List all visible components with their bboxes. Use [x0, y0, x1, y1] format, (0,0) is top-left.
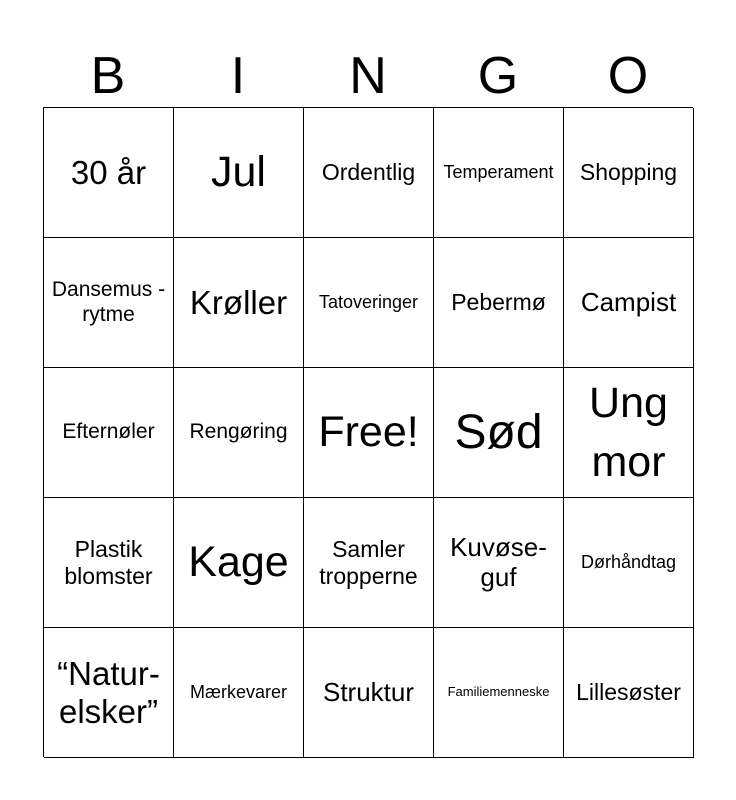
bingo-cell[interactable]: Tatoveringer	[304, 238, 434, 368]
bingo-cell[interactable]: 30 år	[44, 108, 174, 238]
header-letter-b: B	[90, 47, 126, 105]
bingo-cell[interactable]: Sød	[434, 368, 564, 498]
bingo-cell[interactable]: Struktur	[304, 628, 434, 758]
bingo-cell[interactable]: Jul	[174, 108, 304, 238]
bingo-cell[interactable]: Ordentlig	[304, 108, 434, 238]
header-letter-i: I	[230, 47, 246, 105]
header-letter-g: G	[477, 47, 519, 105]
bingo-cell[interactable]: Pebermø	[434, 238, 564, 368]
bingo-cell[interactable]: Familiemenneske	[434, 628, 564, 758]
header-letter-n: N	[349, 47, 387, 105]
bingo-cell[interactable]: Samler tropperne	[304, 498, 434, 628]
bingo-cell[interactable]: Lillesøster	[564, 628, 694, 758]
bingo-cell[interactable]: Krøller	[174, 238, 304, 368]
bingo-cell[interactable]: Rengøring	[174, 368, 304, 498]
header-letter-o: O	[607, 47, 649, 105]
bingo-cell[interactable]: “Natur-elsker”	[44, 628, 174, 758]
bingo-cell[interactable]: Efternøler	[44, 368, 174, 498]
bingo-cell[interactable]: Dansemus - rytme	[44, 238, 174, 368]
bingo-grid	[43, 107, 693, 757]
bingo-cell[interactable]: Plastik blomster	[44, 498, 174, 628]
bingo-cell[interactable]: Kage	[174, 498, 304, 628]
bingo-cell[interactable]: Kuvøse-guf	[434, 498, 564, 628]
bingo-cell[interactable]: Temperament	[434, 108, 564, 238]
bingo-cell[interactable]: Dørhåndtag	[564, 498, 694, 628]
free-space[interactable]: Free!	[304, 368, 434, 498]
bingo-header	[43, 44, 693, 108]
bingo-cell[interactable]: Mærkevarer	[174, 628, 304, 758]
bingo-cell[interactable]: Campist	[564, 238, 694, 368]
bingo-cell[interactable]: Shopping	[564, 108, 694, 238]
bingo-cell[interactable]: Ung mor	[564, 368, 694, 498]
